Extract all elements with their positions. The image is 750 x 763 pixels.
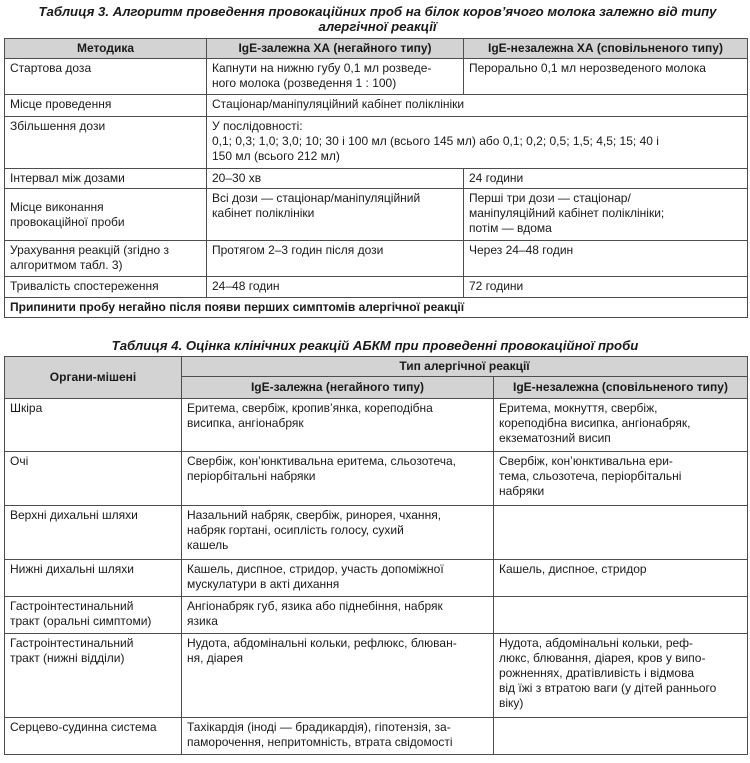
cell-non-ige: Кашель, диспное, стридор (494, 560, 748, 597)
row-label: Тривалість спостереження (5, 277, 207, 298)
cell-ige: Протягом 2–3 годин після дози (207, 241, 464, 277)
table-row (5, 95, 748, 117)
cell-ige: Капнути на нижню губу 0,1 мл розведе- ного молока (розведення 1 : 100) (207, 59, 464, 95)
table-row (5, 189, 748, 241)
table3-header-non-ige: IgE-незалежна ХА (сповільненого типу) (464, 39, 748, 59)
cell-non-ige: Перші три дози — стаціонар/ маніпуляційний кабінет поліклініки; потім — вдома (464, 189, 748, 241)
table3-caption: Таблиця 3. Алгоритм проведення провокаційних проб на білок коров’ячого молока залежно від типу алергічної реакції (38, 4, 717, 34)
cell-merged: Стаціонар/маніпуляційний кабінет поліклініки (207, 95, 748, 117)
organ-label: Гастроінтестинальний тракт (оральні симптоми) (5, 597, 182, 634)
table-row (5, 560, 748, 597)
cell-ige: Тахікардія (іноді — брадикардія), гіпотензія, за- паморочення, непритомність, втрата свідомості (182, 718, 494, 755)
row-label: Місце проведення (5, 95, 207, 117)
table4-header-organs: Органи-мішені (5, 357, 182, 399)
cell-ige: 24–48 годин (207, 277, 464, 298)
table4-header-non-ige: IgE-незалежна (сповільненого типу) (494, 377, 748, 399)
cell-non-ige (494, 718, 748, 755)
cell-non-ige: Свербіж, кон’юнктивальна ери- тема, сльозотеча, періорбітальні набряки (494, 452, 748, 506)
table4 (4, 356, 748, 755)
cell-non-ige: Нудота, абдомінальні кольки, реф- люкс, блювання, діарея, кров у випо- рожненнях, дратівливість і відмова від їжі з втратою ваги (у дітей раннього віку) (494, 634, 748, 718)
row-label: Збільшення дози (5, 117, 207, 169)
cell-non-ige: Еритема, мокнуття, свербіж, кореподібна висипка, ангіонабряк, екзематозний висип (494, 399, 748, 452)
table3-footer-row (5, 298, 748, 318)
table4-header-type: Тип алергічної реакції (182, 357, 748, 377)
cell-ige: Ангіонабряк губ, язика або піднебіння, набряк язика (182, 597, 494, 634)
organ-label: Очі (5, 452, 182, 506)
table3-header-row (5, 39, 748, 59)
table-row (5, 277, 748, 298)
organ-label: Верхні дихальні шляхи (5, 506, 182, 560)
cell-ige: Свербіж, кон’юнктивальна еритема, сльозотеча, періорбітальні набряки (182, 452, 494, 506)
cell-ige: Назальний набряк, свербіж, ринорея, чхання, набряк гортані, осиплість голосу, сухий кашель (182, 506, 494, 560)
table4-header-ige: IgE-залежна (негайного типу) (182, 377, 494, 399)
organ-label: Шкіра (5, 399, 182, 452)
table-row (5, 399, 748, 452)
table4-caption: Таблиця 4. Оцінка клінічних реакцій АБКМ при проведенні провокаційної проби (111, 338, 639, 353)
table-row (5, 59, 748, 95)
cell-non-ige (494, 597, 748, 634)
table4-header-row (5, 357, 748, 377)
table-row (5, 169, 748, 189)
cell-non-ige: Перорально 0,1 мл нерозведеного молока (464, 59, 748, 95)
table3-header-ige: IgE-залежна ХА (негайного типу) (207, 39, 464, 59)
table-row (5, 634, 748, 718)
table3 (4, 38, 748, 318)
table-row (5, 506, 748, 560)
cell-ige: Еритема, свербіж, кропив’янка, кореподібна висипка, ангіонабряк (182, 399, 494, 452)
row-label: Інтервал між дозами (5, 169, 207, 189)
table-row (5, 117, 748, 169)
table3-header-method: Методика (5, 39, 207, 59)
organ-label: Серцево-судинна система (5, 718, 182, 755)
cell-merged: У послідовності: 0,1; 0,3; 1,0; 3,0; 10; 30 і 100 мл (всього 145 мл) або 0,1; 0,2; 0,5; 1,5; 4,5; 15; 40 і 150 мл (всього 212 мл) (207, 117, 748, 169)
row-label: Місце виконання провокаційної проби (5, 189, 207, 241)
table-row (5, 597, 748, 634)
cell-non-ige: 24 години (464, 169, 748, 189)
cell-ige: Всі дози — стаціонар/маніпуляційний кабінет поліклініки (207, 189, 464, 241)
table-row (5, 241, 748, 277)
organ-label: Нижні дихальні шляхи (5, 560, 182, 597)
cell-ige: Нудота, абдомінальні кольки, рефлюкс, блюван- ня, діарея (182, 634, 494, 718)
cell-ige: 20–30 хв (207, 169, 464, 189)
cell-non-ige: Через 24–48 годин (464, 241, 748, 277)
cell-non-ige (494, 506, 748, 560)
row-label: Урахування реакцій (згідно з алгоритмом табл. 3) (5, 241, 207, 277)
cell-ige: Кашель, диспное, стридор, участь допоміжної мускулатури в акті дихання (182, 560, 494, 597)
table-row (5, 452, 748, 506)
table3-footer-note: Припинити пробу негайно після появи перших симптомів алергічної реакції (5, 298, 748, 318)
cell-non-ige: 72 години (464, 277, 748, 298)
row-label: Стартова доза (5, 59, 207, 95)
organ-label: Гастроінтестинальний тракт (нижні відділи) (5, 634, 182, 718)
table-row (5, 718, 748, 755)
